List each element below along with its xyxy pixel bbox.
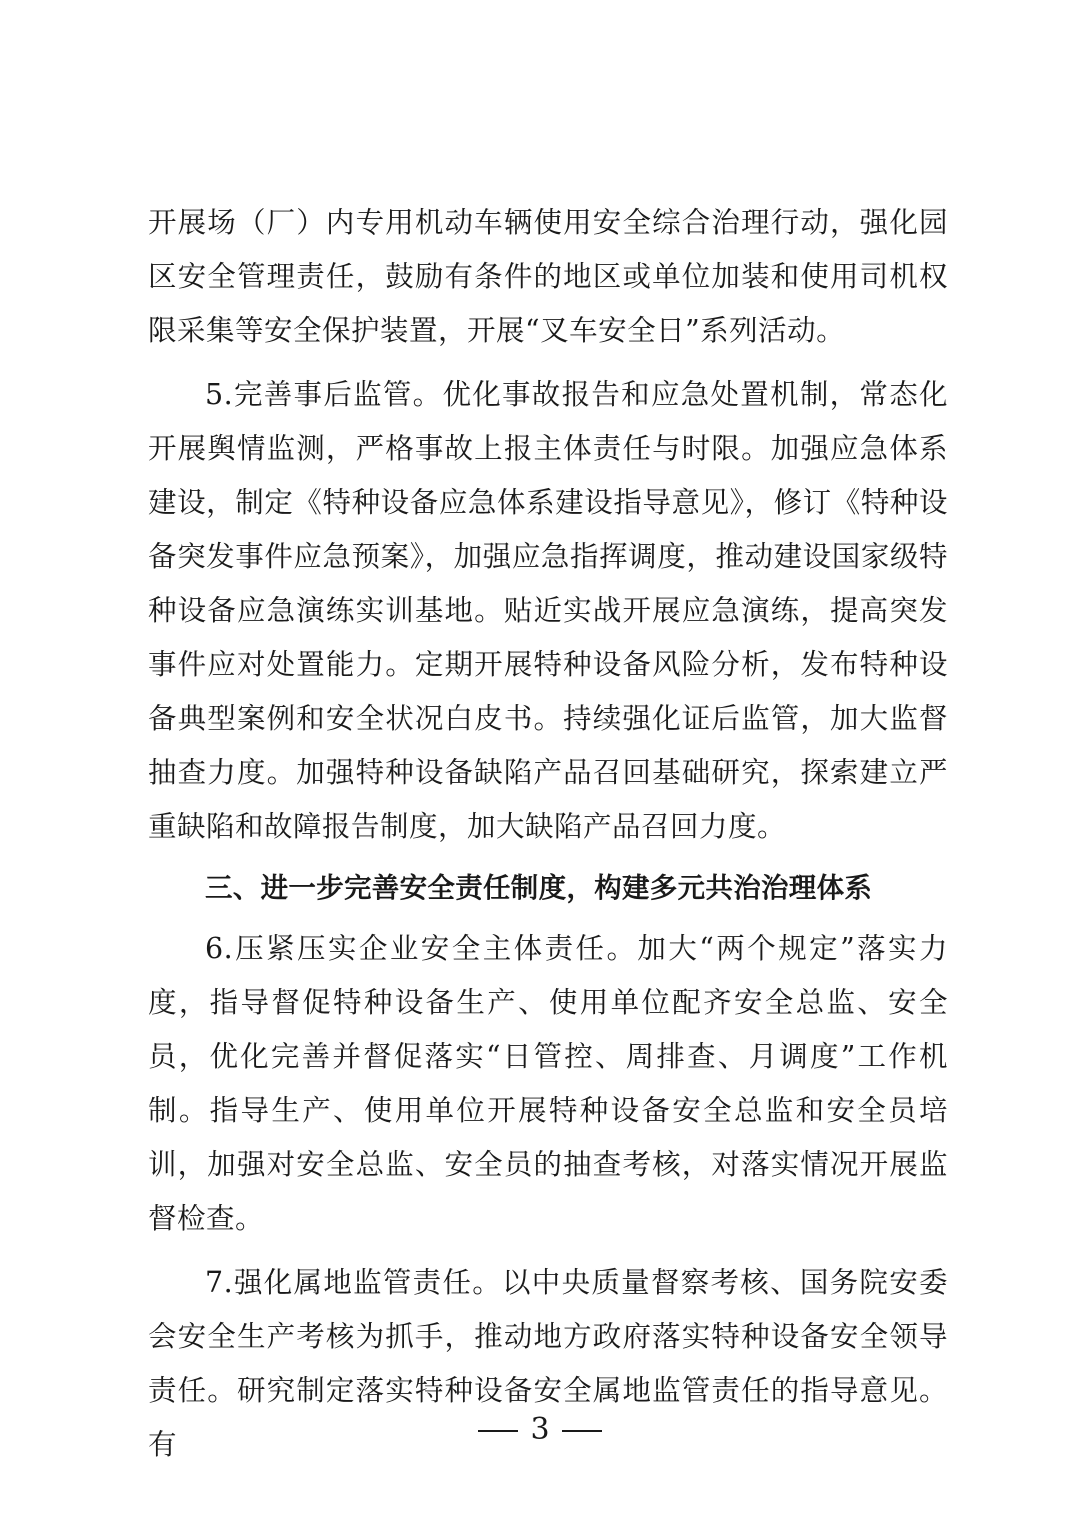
paragraph-item-7: 7.强化属地监管责任。以中央质量督察考核、国务院安委会安全生产考核为抓手，推动地方政府落实特种设备安全领导责任。研究制定落实特种设备安全属地监管责任的指导意见。有 bbox=[148, 1266, 948, 1461]
page-footer bbox=[0, 1410, 1080, 1450]
footer-dash-left bbox=[478, 1430, 518, 1432]
page-number: 3 bbox=[530, 1412, 550, 1447]
paragraph-item-6: 6.压紧压实企业安全主体责任。加大“两个规定”落实力度，指导督促特种设备生产、使用单位配齐安全总监、安全员，优化完善并督促落实“日管控、周排查、月调度”工作机制。指导生产、使用单位开展特种设备安全总监和安全员培训，加强对安全总监、安全员的抽查考核，对落实情况开展监督检查。 bbox=[148, 932, 948, 1235]
footer-dash-right bbox=[562, 1430, 602, 1432]
paragraph-item-5: 5.完善事后监管。优化事故报告和应急处置机制，常态化开展舆情监测，严格事故上报主体责任与时限。加强应急体系建设，制定《特种设备应急体系建设指导意见》，修订《特种设备突发事件应急预案》，加强应急指挥调度，推动建设国家级特种设备应急演练实训基地。贴近实战开展应急演练，提高突发事件应对处置能力。定期开展特种设备风险分析，发布特种设备典型案例和安全状况白皮书。持续强化证后监管，加大监督抽查力度。加强特种设备缺陷产品召回基础研究，探索建立严重缺陷和故障报告制度，加大缺陷产品召回力度。 bbox=[148, 378, 948, 843]
body-text bbox=[148, 196, 948, 1472]
paragraph-continuation: 开展场（厂）内专用机动车辆使用安全综合治理行动，强化园区安全管理责任，鼓励有条件的地区或单位加装和使用司机权限采集等安全保护装置，开展“叉车安全日”系列活动。 bbox=[148, 206, 948, 347]
section-heading-3: 三、进一步完善安全责任制度，构建多元共治治理体系 bbox=[205, 872, 873, 904]
